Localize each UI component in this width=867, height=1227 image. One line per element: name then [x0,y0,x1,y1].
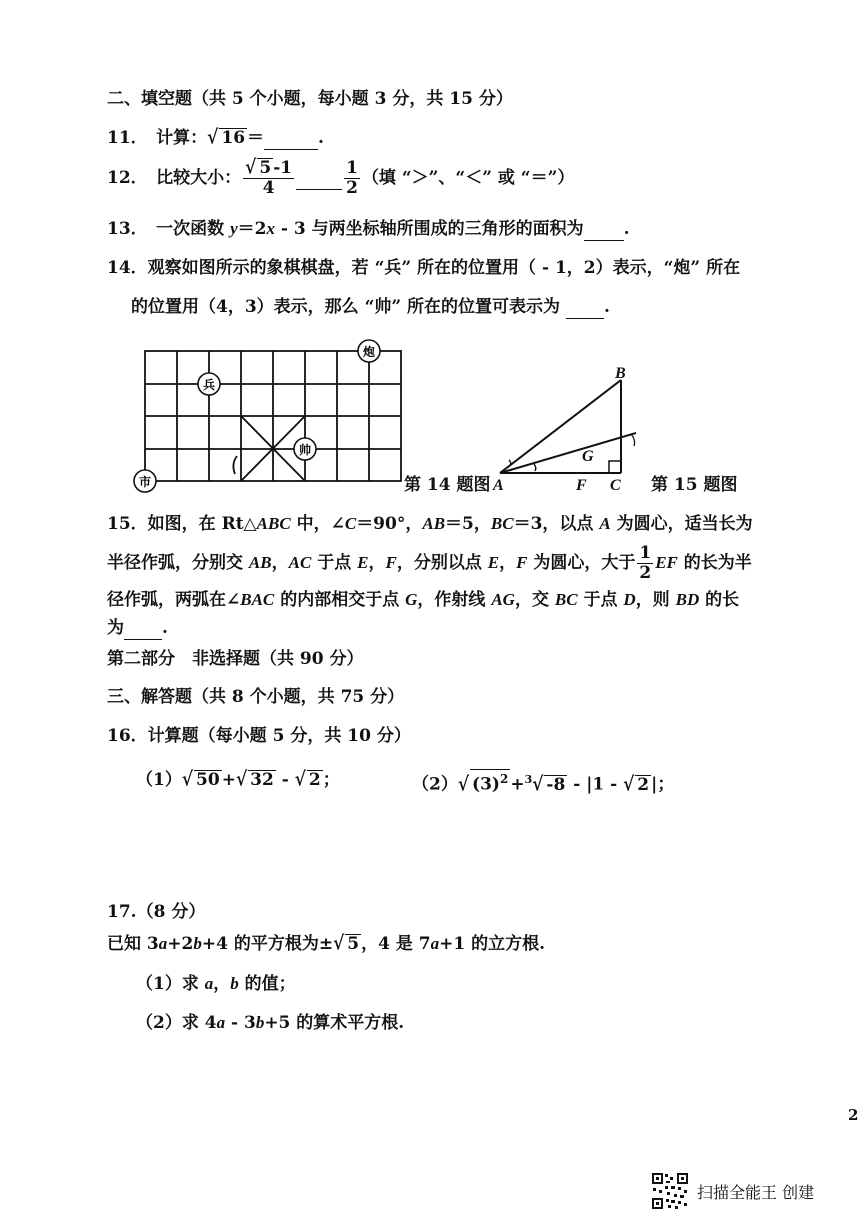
q17-radicand: 5 [347,934,360,954]
q11-end: . [318,128,324,148]
q15-text: 半径作弧，分别交 [107,553,249,573]
question-17-part-1 [136,973,296,995]
q16-radicand: 2 [308,770,321,790]
answer-blank [124,617,162,640]
q16-op: + [510,774,525,795]
q17-text: +5 的算术平方根. [264,1013,405,1033]
q15-var: A [599,514,611,533]
answer-blank [264,127,318,150]
q15-var: E [357,553,369,572]
q16-radicand [470,769,510,794]
q17-text: （1）求 [136,974,205,994]
q15-var: E [487,553,500,572]
q17-var: b [193,934,202,953]
q15-text: ， [368,553,386,573]
chess-board-figure [128,338,413,498]
q17-text: +1 的立方根. [439,934,546,954]
q13-prefix: 13． 一次函数 [107,219,231,239]
section-3-title: 三、解答题（共 8 个小题，共 75 分） [107,687,405,707]
q17-text: 已知 3 [107,934,159,954]
q12-frac2-num: 1 [346,157,358,178]
label-f: F [576,477,587,492]
label-g: G [582,448,594,465]
figure-15-caption: 第 15 题图 [651,475,738,495]
question-14-line-1: 14．观察如图所示的象棋棋盘，若 “兵” 所在的位置用（ - 1，2）表示，“炮” 所在 [107,258,741,278]
q17-text: ，4 是 7 [361,934,431,954]
q15-var: BAC [240,590,275,609]
q15-var: F [516,553,528,572]
q11-prefix: 11． 计算： [107,128,208,148]
q15-text: 为圆心，适当长为 [610,514,753,534]
q17-var: a [216,1013,226,1032]
question-16-title: 16．计算题（每小题 5 分，共 10 分） [107,726,411,746]
q15-text: ＝3，以点 [513,514,600,534]
q16-end: ； [322,770,340,790]
q15-text: 为圆心，大于 [527,553,636,573]
question-17-statement: 已知 3a+2b+4 的平方根为±√ 5 ，4 是 7a+1 的立方根. [107,932,546,956]
q17-var: a [430,934,440,953]
q16-root-index: 3 [524,773,533,786]
q15-var: D [623,590,636,609]
q17-var: b [230,974,239,993]
q15-text: ，交 [514,590,555,610]
q15-text: 于点 [311,553,358,573]
answer-blank [566,296,604,319]
question-16-part-1: （1）√ 50 +√ 32 - √ 2 ； [136,768,340,792]
page-number: 2 [848,1106,859,1124]
q17-text: 的值； [238,974,296,994]
question-11 [107,127,324,150]
q17-var: b [255,1013,265,1032]
q15-var: C [344,514,357,533]
label-a: A [493,477,504,492]
q12-frac1-radicand: 5 [259,158,272,178]
q15-var: BC [554,590,578,609]
q15-text: ， [271,553,289,573]
q14-line2-text: 的位置用（4，3）表示，那么 “帅” 所在的位置可表示为 [131,297,566,317]
question-17-part-2 [136,1012,404,1034]
q14-end: . [603,297,610,317]
q17-text: ， [213,974,231,994]
q16-op: - |1 - [567,774,624,795]
q16-label: （1） [136,770,182,790]
q15-text: 径作弧，两弧在∠ [107,590,241,610]
piece-label: 市 [138,475,152,489]
part-2-title: 第二部分 非选择题（共 90 分） [107,649,364,669]
question-16-part-2: （2）√ $(3)^2 +^3√$ -8 - |1 - √ 2 |； [412,769,674,796]
q15-var: AG [491,590,515,609]
label-b: B [615,365,626,382]
piece-origin [134,470,156,492]
q17-text: （2）求 4 [136,1013,217,1033]
q12-instruction: （填 “＞”、“＜” 或 “＝”） [361,168,575,188]
piece-label: 帅 [298,443,312,457]
q13-end: . [623,219,630,239]
q12-frac1-rest: -1 [273,158,293,178]
q13-mid: ＝2 [237,219,267,239]
q15-var: EF [655,553,678,572]
q16-op: - [275,770,295,790]
angle-mark [534,464,536,471]
question-13 [107,218,630,241]
q15-text: 中，∠ [290,514,345,534]
q17-text: +4 的平方根为± [201,934,334,954]
q15-frac-num: 1 [639,543,652,563]
q16-exponent: 2 [499,772,509,786]
q15-text: ，则 [635,590,676,610]
q15-frac-den: 2 [639,563,652,583]
ray-ag [500,433,636,473]
q15-var: AB [422,514,446,533]
q15-text: 的内部相交于点 [274,590,406,610]
question-15-line-3 [107,589,739,611]
q16-label: （2） [412,774,458,795]
q15-var: G [405,590,418,609]
q15-text: 于点 [577,590,624,610]
q17-text: +2 [167,934,194,954]
q12-prefix: 12． 比较大小： [107,168,242,188]
q15-text: 的长 [699,590,740,610]
answer-blank [584,218,624,241]
piece-pao [358,340,380,362]
label-c: C [610,477,621,492]
question-17-title: 17.（8 分） [107,902,206,922]
question-15-line-4 [107,617,168,640]
question-14-line-2 [131,296,610,319]
q15-text: 的长为半 [677,553,752,573]
q12-frac1-den: 4 [262,178,275,198]
q15-text: 15．如图，在 Rt△ [107,514,257,534]
q15-text: ＝90°， [356,514,423,534]
q16-radicand: 50 [196,770,220,790]
q15-text: ，分别以点 [396,553,488,573]
segment-ab [500,380,621,473]
q12-frac2-den: 2 [346,177,358,198]
scanner-watermark: 扫描全能王 创建 [697,1183,815,1202]
triangle-figure [490,360,650,492]
question-15-line-1 [107,513,753,535]
piece-label: 炮 [362,345,376,359]
right-angle-mark [609,461,621,473]
q15-var: BD [675,590,700,609]
q16-radicand: 2 [637,774,650,795]
q11-equals: ＝ [247,128,265,148]
q15-var: AB [248,553,272,572]
q13-x: x [266,219,275,238]
arc-mark [631,434,635,446]
board-grid [145,351,401,481]
radical-sign: √ [207,126,219,150]
q15-text: ， [499,553,517,573]
q15-text: 为 [107,618,124,638]
q11-radicand: 16 [221,128,246,148]
q17-var: a [158,934,168,953]
q15-var: F [385,553,397,572]
q16-base: (3) [472,774,500,795]
piece-bing [198,373,220,395]
q15-var: AC [288,553,312,572]
pencil-mark [233,456,237,474]
q15-var: ABC [256,514,291,533]
q17-text: - 3 [225,1013,256,1033]
piece-shuai [294,438,316,460]
q16-op: + [221,770,236,790]
q12-fraction-2 [344,159,360,198]
piece-label: 兵 [202,378,216,392]
q15-text: ＝5， [445,514,491,534]
q12-fraction-1: $\frac{√ 5 -1}{4}$ [245,156,293,198]
q16-end: |； [651,774,675,795]
qr-code-icon [651,1172,689,1210]
figure-14-caption: 第 14 题图 [404,475,491,495]
answer-blank [296,167,342,190]
question-15-line-2 [107,542,752,584]
q17-var: a [204,974,214,993]
q16-radicand: -8 [546,774,566,795]
q15-var: BC [490,514,514,533]
q16-radicand: 32 [250,770,274,790]
q15-end: . [162,618,168,638]
q13-y: y [230,219,238,238]
q15-fraction [637,544,653,583]
section-title: 二、填空题（共 5 个小题，每小题 3 分，共 15 分） [107,89,513,109]
q13-post: - 3 与两坐标轴所围成的三角形的面积为 [274,219,584,239]
q15-text: ，作射线 [417,590,492,610]
question-12 [107,158,574,204]
